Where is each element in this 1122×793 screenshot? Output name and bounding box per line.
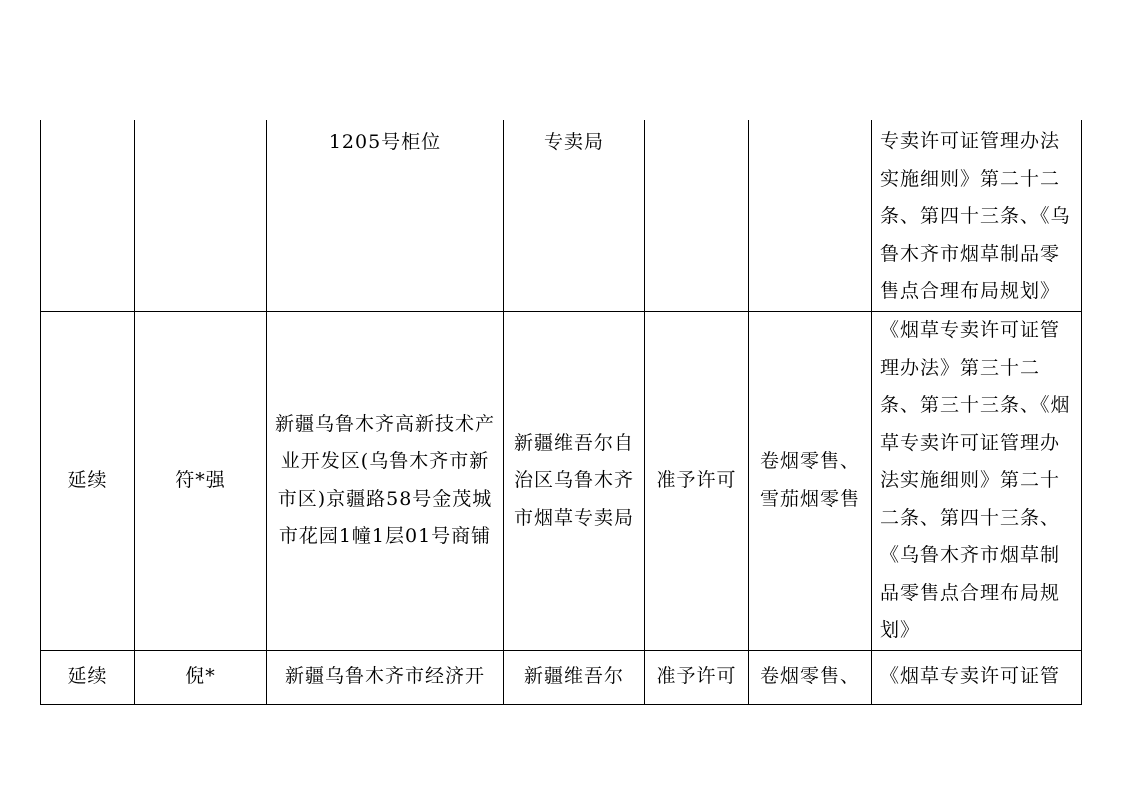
table-row	[41, 120, 1082, 312]
cell-decision: 准予许可	[645, 650, 749, 704]
cell-address: 新疆乌鲁木齐高新技术产业开发区(乌鲁木齐市新市区)京疆路58号金茂城市花园1幢1层01号商铺	[267, 312, 504, 651]
cell-address: 新疆乌鲁木齐市经济开	[267, 650, 504, 704]
cell-name	[135, 120, 267, 312]
cell-basis: 《烟草专卖许可证管理办法》第三十二条、第三十三条、《烟草专卖许可证管理办法实施细则》第二十二条、第四十三条、《乌鲁木齐市烟草制品零售点合理布局规划》	[872, 312, 1082, 651]
cell-name: 倪*	[135, 650, 267, 704]
cell-type: 延续	[41, 650, 135, 704]
cell-scope: 卷烟零售、	[749, 650, 872, 704]
cell-basis: 专卖许可证管理办法实施细则》第二十二条、第四十三条、《乌鲁木齐市烟草制品零售点合理布局规划》	[872, 120, 1082, 312]
cell-type	[41, 120, 135, 312]
cell-address: 1205号柜位	[267, 120, 504, 312]
cell-authority: 新疆维吾尔自治区乌鲁木齐市烟草专卖局	[504, 312, 645, 651]
cell-authority: 专卖局	[504, 120, 645, 312]
cell-scope	[749, 120, 872, 312]
cell-name: 符*强	[135, 312, 267, 651]
cell-decision: 准予许可	[645, 312, 749, 651]
cell-scope: 卷烟零售、雪茄烟零售	[749, 312, 872, 651]
table-row	[41, 650, 1082, 704]
cell-decision	[645, 120, 749, 312]
license-table	[40, 120, 1082, 705]
cell-authority: 新疆维吾尔	[504, 650, 645, 704]
cell-basis: 《烟草专卖许可证管	[872, 650, 1082, 704]
table-row	[41, 312, 1082, 651]
cell-type: 延续	[41, 312, 135, 651]
